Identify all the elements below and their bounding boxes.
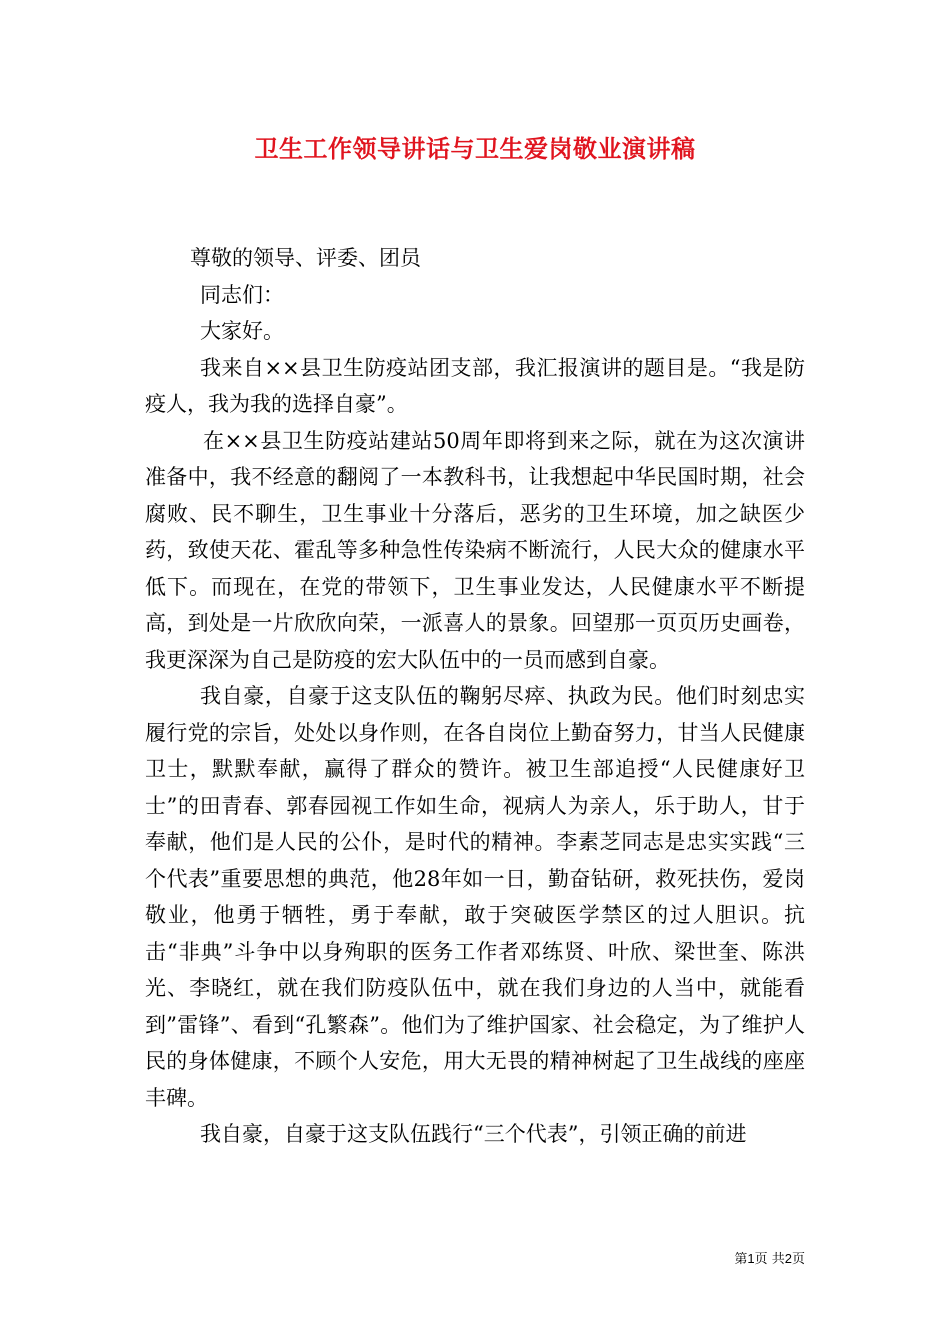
greeting-line: 大家好。 [200, 319, 284, 343]
document-body [145, 240, 805, 1153]
paragraph-2: 在××县卫生防疫站建站50周年即将到来之际，就在为这次演讲准备中，我不经意的翻阅了一本教科书，让我想起中华民国时期，社会腐败、民不聊生，卫生事业十分落后，恶劣的卫生环境，加之缺医少药，致使天花、霍乱等多种急性传染病不断流行，人民大众的健康水平低下。而现在，在党的带领下，卫生事业发达，人民健康水平不断提高，到处是一片欣欣向荣，一派喜人的景象。回望那一页页历史画卷，我更深深为自己是防疫的宏大队伍中的一员而感到自豪。 [145, 428, 805, 672]
paragraph-1: 我来自××县卫生防疫站团支部，我汇报演讲的题目是。“我是防疫人，我为我的选择自豪”。 [145, 355, 805, 416]
addressee-line: 同志们： [200, 282, 284, 307]
page-prefix: 第 [734, 1252, 748, 1267]
page-total: 2 [784, 1251, 792, 1266]
salutation-line: 尊敬的领导、评委、团员 [190, 246, 421, 270]
page-current: 1 [747, 1251, 755, 1266]
page-middle: 页 共 [754, 1252, 785, 1267]
page-suffix: 页 [791, 1252, 805, 1267]
paragraph-3: 我自豪，自豪于这支队伍的鞠躬尽瘁、执政为民。他们时刻忠实履行党的宗旨，处处以身作则，在各自岗位上勤奋努力，甘当人民健康卫士，默默奉献，赢得了群众的赞许。被卫生部追授“人民健康好卫士”的田青春、郭春园视工作如生命，视病人为亲人，乐于助人，甘于奉献，他们是人民的公仆，是时代的精神。李素芝同志是忠实实践“三个代表”重要思想的典范，他28年如一日，勤奋钻研，救死扶伤，爱岗敬业，他勇于牺牲，勇于奉献，敢于突破医学禁区的过人胆识。抗击“非典”斗争中以身殉职的医务工作者邓练贤、叶欣、梁世奎、陈洪光、李晓红，就在我们防疫队伍中，就在我们身边的人当中，就能看到”雷锋”、看到“孔繁森”。他们为了维护国家、社会稳定，为了维护人民的身体健康，不顾个人安危，用大无畏的精神树起了卫生战线的座座丰碑。 [145, 684, 805, 1110]
page-number-footer [734, 1250, 805, 1269]
paragraph-4: 我自豪，自豪于这支队伍践行“三个代表”，引领正确的前进 [200, 1122, 747, 1146]
document-title: 卫生工作领导讲话与卫生爱岗敬业演讲稿 [254, 134, 696, 163]
